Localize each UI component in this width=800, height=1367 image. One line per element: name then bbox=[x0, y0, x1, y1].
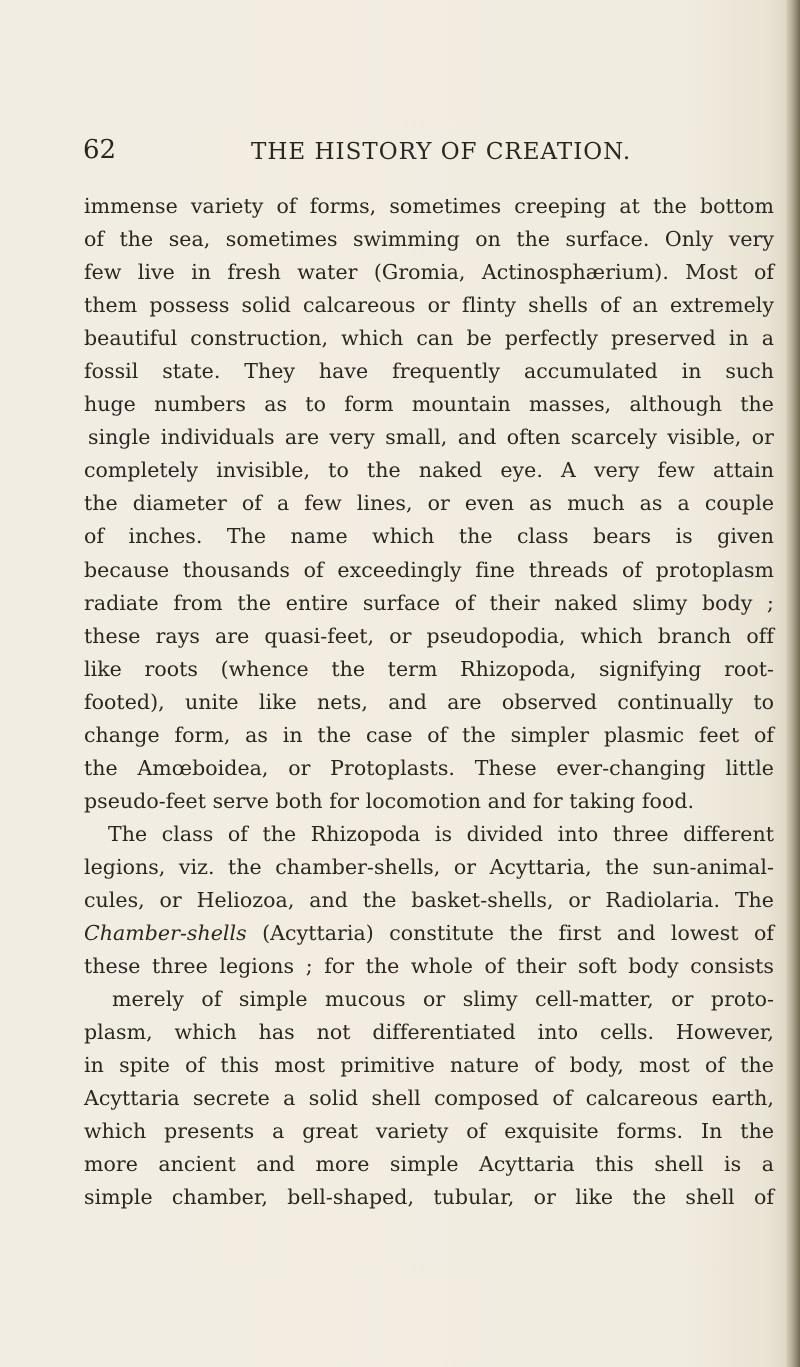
body-text bbox=[84, 190, 774, 1214]
text-line: Chamber-shells (Acyttaria) constitute the first and lowest of bbox=[84, 921, 774, 946]
text-line: the Amœboidea, or Protoplasts. These ever-changing little bbox=[84, 755, 774, 780]
text-line: few live in fresh water (Gromia, Actinosphærium). Most of bbox=[84, 260, 774, 285]
text-line: more ancient and more simple Acyttaria this shell is a bbox=[84, 1152, 774, 1177]
text-line: footed), unite like nets, and are observed continually to bbox=[84, 689, 774, 714]
text-line: cules, or Heliozoa, and the basket-shells, or Radiolaria. The bbox=[84, 887, 774, 912]
page-edge-shadow bbox=[786, 0, 800, 1367]
text-line: Acyttaria secrete a solid shell composed of calcareous earth, bbox=[84, 1086, 774, 1111]
text-line: legions, viz. the chamber-shells, or Acyttaria, the sun-animal- bbox=[84, 854, 774, 879]
text-line: pseudo-feet serve both for locomotion and for taking food. bbox=[84, 788, 695, 813]
text-line: beautiful construction, which can be perfectly preserved in a bbox=[84, 326, 774, 351]
text-line: single individuals are very small, and often scarcely visible, or bbox=[88, 425, 774, 450]
running-title: THE HISTORY OF CREATION. bbox=[251, 139, 632, 165]
text-line: them possess solid calcareous or flinty shells of an extremely bbox=[84, 293, 774, 318]
italic-term: Chamber-shells bbox=[84, 921, 247, 946]
text-line: immense variety of forms, sometimes creeping at the bottom bbox=[84, 194, 774, 218]
text-line: plasm, which has not differentiated into cells. However, bbox=[84, 1020, 774, 1045]
text-line: huge numbers as to form mountain masses, although the bbox=[84, 392, 774, 417]
text-line: merely of simple mucous or slimy cell-matter, or proto- bbox=[112, 987, 774, 1012]
text-line: fossil state. They have frequently accumulated in such bbox=[84, 359, 774, 384]
text-line: The class of the Rhizopoda is divided into three different bbox=[108, 821, 774, 846]
text-line: simple chamber, bell-shaped, tubular, or like the shell of bbox=[84, 1185, 774, 1210]
text-line: these rays are quasi-feet, or pseudopodia, which branch off bbox=[84, 623, 774, 648]
page-number: 62 bbox=[83, 135, 117, 165]
text-line: change form, as in the case of the simpler plasmic feet of bbox=[84, 722, 774, 747]
text-line: because thousands of exceedingly fine threads of protoplasm bbox=[84, 557, 774, 582]
page-header bbox=[83, 132, 723, 168]
text-line: radiate from the entire surface of their naked slimy body ; bbox=[84, 590, 774, 615]
text-line: like roots (whence the term Rhizopoda, signifying root- bbox=[84, 656, 774, 681]
text-line: these three legions ; for the whole of their soft body consists bbox=[84, 954, 774, 979]
text-line: completely invisible, to the naked eye. A very few attain bbox=[84, 458, 774, 483]
text-line: in spite of this most primitive nature of body, most of the bbox=[84, 1053, 774, 1078]
text-line: the diameter of a few lines, or even as much as a couple bbox=[84, 491, 774, 516]
text-line: of the sea, sometimes swimming on the surface. Only very bbox=[84, 227, 774, 252]
text-line: of inches. The name which the class bears is given bbox=[84, 524, 774, 549]
text-line: which presents a great variety of exquisite forms. In the bbox=[84, 1119, 774, 1144]
